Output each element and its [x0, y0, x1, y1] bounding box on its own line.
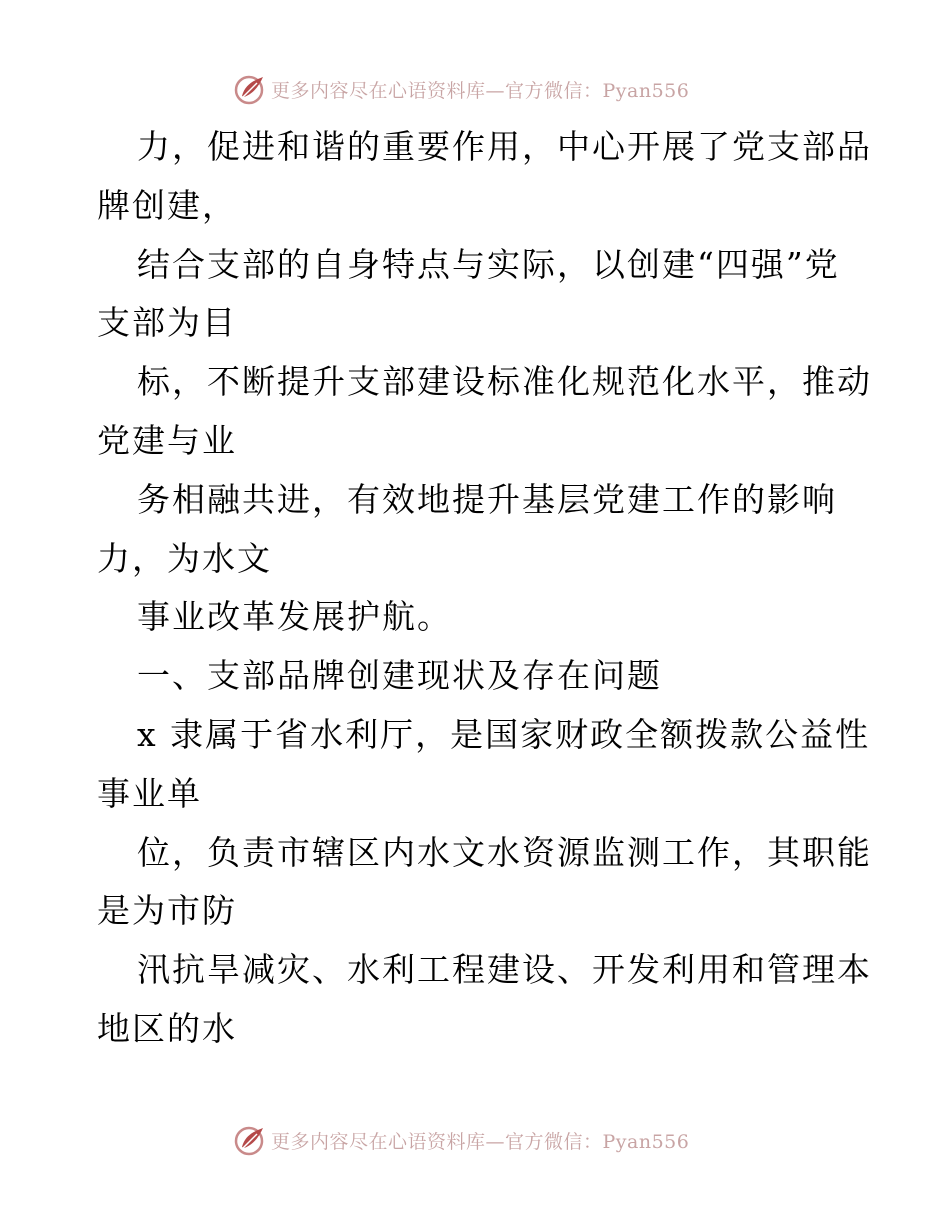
body-line: 力，为水文 [97, 538, 272, 578]
document-body [0, 118, 950, 1059]
footer-watermark [233, 1122, 689, 1158]
header-watermark-text: 更多内容尽在心语资料库—官方微信：Pyan556 [271, 79, 690, 102]
body-line: 结合支部的自身特点与实际，以创建“四强”党 [137, 244, 840, 284]
body-line: 事业改革发展护航。 [137, 597, 452, 637]
red-leaf-logo-icon [233, 1123, 267, 1157]
body-line: 力，促进和谐的重要作用，中心开展了党支部品 [137, 127, 872, 166]
body-line: x 隶属于省水利厅，是国家财政全额拨款公益性 [137, 714, 871, 754]
body-line: 是为市防 [97, 891, 237, 931]
body-line: 位，负责市辖区内水文水资源监测工作，其职能 [137, 832, 872, 872]
body-line: 牌创建， [97, 185, 237, 225]
section-heading: 一、支部品牌创建现状及存在问题 [137, 656, 662, 696]
body-line: 支部为目 [97, 303, 237, 343]
body-line: 汛抗旱减灾、水利工程建设、开发利用和管理本 [137, 950, 872, 990]
body-line: 事业单 [97, 773, 202, 813]
header-watermark [233, 71, 689, 107]
red-leaf-logo-icon [233, 72, 267, 106]
body-line: 务相融共进，有效地提升基层党建工作的影响 [137, 479, 837, 519]
footer-watermark-text: 更多内容尽在心语资料库—官方微信：Pyan556 [271, 1130, 690, 1153]
body-line: 地区的水 [97, 1008, 237, 1048]
body-line: 党建与业 [97, 420, 237, 460]
body-line: 标，不断提升支部建设标准化规范化水平，推动 [137, 362, 872, 402]
